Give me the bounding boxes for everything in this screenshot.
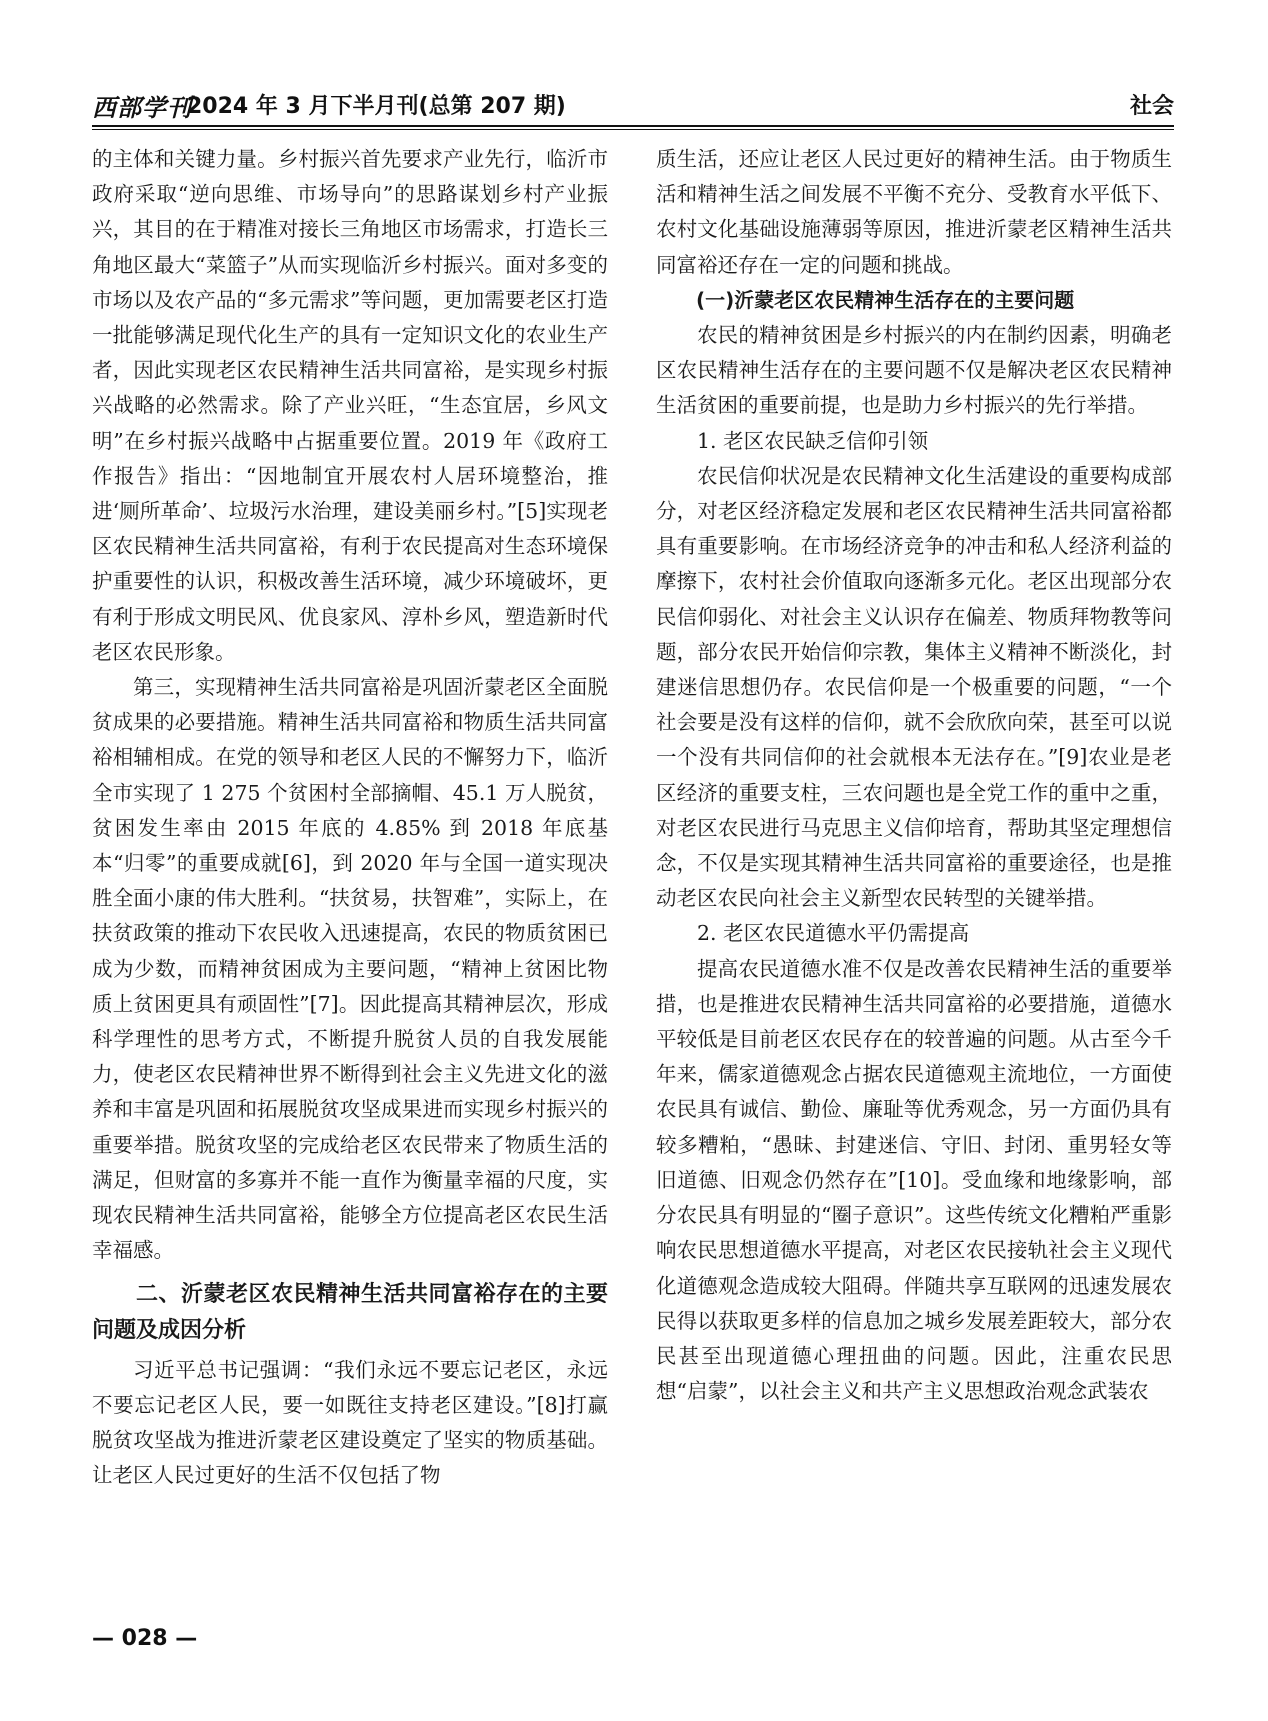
issue-info: 2024 年 3 月下半月刊(总第 207 期)	[187, 94, 566, 119]
paragraph: 农民信仰状况是农民精神文化生活建设的重要构成部分，对老区经济稳定发展和老区农民精神生活共同富裕都具有重要影响。在市场经济竞争的冲击和私人经济利益的摩擦下，农村社会价值取向逐渐多元化。老区出现部分农民信仰弱化、对社会主义认识存在偏差、物质拜物教等问题，部分农民开始信仰宗教，集体主义精神不断淡化，封建迷信思想仍存。农民信仰是一个极重要的问题，“一个社会要是没有这样的信仰，就不会欣欣向荣，甚至可以说一个没有共同信仰的社会就根本无法存在。”[9]农业是老区经济的重要支柱，三农问题也是全党工作的重中之重，对老区农民进行马克思主义信仰培育，帮助其坚定理想信念，不仅是实现其精神生活共同富裕的重要途径，也是推动老区农民向社会主义新型农民转型的关键举措。	[656, 463, 1172, 911]
paragraph: 农民的精神贫困是乡村振兴的内在制约因素，明确老区农民精神生活存在的主要问题不仅是解决老区农民精神生活贫困的重要前提，也是助力乡村振兴的先行举措。	[656, 323, 1172, 418]
paragraph: 的主体和关键力量。乡村振兴首先要求产业先行，临沂市政府采取“逆向思维、市场导向”的思路谋划乡村产业振兴，其目的在于精准对接长三角地区市场需求，打造长三角地区最大“菜篮子”从而实现临沂乡村振兴。面对多变的市场以及农产品的“多元需求”等问题，更加需要老区打造一批能够满足现代化生产的具有一定知识文化的农业生产者，因此实现老区农民精神生活共同富裕，是实现乡村振兴战略的必然需求。除了产业兴旺，“生态宜居，乡风文明”在乡村振兴战略中占据重要位置。2019 年《政府工作报告》指出：“因地制宜开展农村人居环境整治，推进‘厕所革命’、垃圾污水治理，建设美丽乡村。”[5]实现老区农民精神生活共同富裕，有利于农民提高对生态环境保护重要性的认识，积极改善生活环境，减少环境破坏，更有利于形成文明民风、优良家风、淳朴乡风，塑造新时代老区农民形象。	[92, 147, 608, 664]
header-rule-thin	[92, 129, 1174, 130]
paragraph: 第三，实现精神生活共同富裕是巩固沂蒙老区全面脱贫成果的必要措施。精神生活共同富裕和物质生活共同富裕相辅相成。在党的领导和老区人民的不懈努力下，临沂全市实现了 1 275 个贫困村全部摘帽、45.1 万人脱贫，贫困发生率由 2015 年底的 4.85% 到 2018 年底基本“归零”的重要成就[6]，到 2020 年与全国一道实现决胜全面小康的伟大胜利。“扶贫易，扶智难”，实际上，在扶贫政策的推动下农民收入迅速提高，农民的物质贫困已成为少数，而精神贫困成为主要问题，“精神上贫困比物质上贫困更具有顽固性”[7]。因此提高其精神层次，形成科学理性的思考方式，不断提升脱贫人员的自我发展能力，使老区农民精神世界不断得到社会主义先进文化的滋养和丰富是巩固和拓展脱贫攻坚成果进而实现乡村振兴的重要举措。脱贫攻坚的完成给老区农民带来了物质生活的满足，但财富的多寡并不能一直作为衡量幸福的尺度，实现农民精神生活共同富裕，能够全方位提高老区农民生活幸福感。	[92, 675, 608, 1263]
paragraph: 习近平总书记强调：“我们永远不要忘记老区，永远不要忘记老区人民，要一如既往支持老区建设。”[8]打赢脱贫攻坚战为推进沂蒙老区建设奠定了坚实的物质基础。让老区人民过更好的生活不仅包括了物	[92, 1357, 608, 1488]
sub-subsection-heading: 1. 老区农民缺乏信仰引领	[697, 428, 929, 453]
paragraph: 提高农民道德水准不仅是改善农民精神生活的重要举措，也是推进农民精神生活共同富裕的必要措施，道德水平较低是目前老区农民存在的较普遍的问题。从古至今千年来，儒家道德观念占据农民道德观主流地位，一方面使农民具有诚信、勤俭、廉耻等优秀观念，另一方面仍具有较多糟粕，“愚昧、封建迷信、守旧、封闭、重男轻女等旧道德、旧观念仍然存在”[10]。受血缘和地缘影响，部分农民具有明显的“圈子意识”。这些传统文化糟粕严重影响农民思想道德水平提高，对老区农民接轨社会主义现代化道德观念造成较大阻碍。伴随共享互联网的迅速发展农民得以获取更多样的信息加之城乡发展差距较大，部分农民甚至出现道德心理扭曲的问题。因此，注重农民思想“启蒙”，以社会主义和共产主义思想政治观念武装农	[656, 956, 1172, 1404]
header-rule-thick	[92, 125, 1174, 127]
left-column	[92, 142, 608, 1493]
page-number: — 028 —	[92, 1626, 198, 1651]
subsection-heading: (一)沂蒙老区农民精神生活存在的主要问题	[696, 287, 1075, 312]
section-heading: 二、沂蒙老区农民精神生活共同富裕存在的主要问题及成因分析	[92, 1281, 608, 1343]
section-name: 社会	[1129, 94, 1174, 119]
page-header	[92, 88, 1174, 124]
right-column	[656, 142, 1172, 1409]
paragraph: 质生活，还应让老区人民过更好的精神生活。由于物质生活和精神生活之间发展不平衡不充分、受教育水平低下、农村文化基础设施薄弱等原因，推进沂蒙老区精神生活共同富裕还存在一定的问题和挑战。	[656, 147, 1172, 277]
sub-subsection-heading: 2. 老区农民道德水平仍需提高	[697, 921, 970, 946]
journal-logo: 西部学刊	[92, 93, 192, 122]
